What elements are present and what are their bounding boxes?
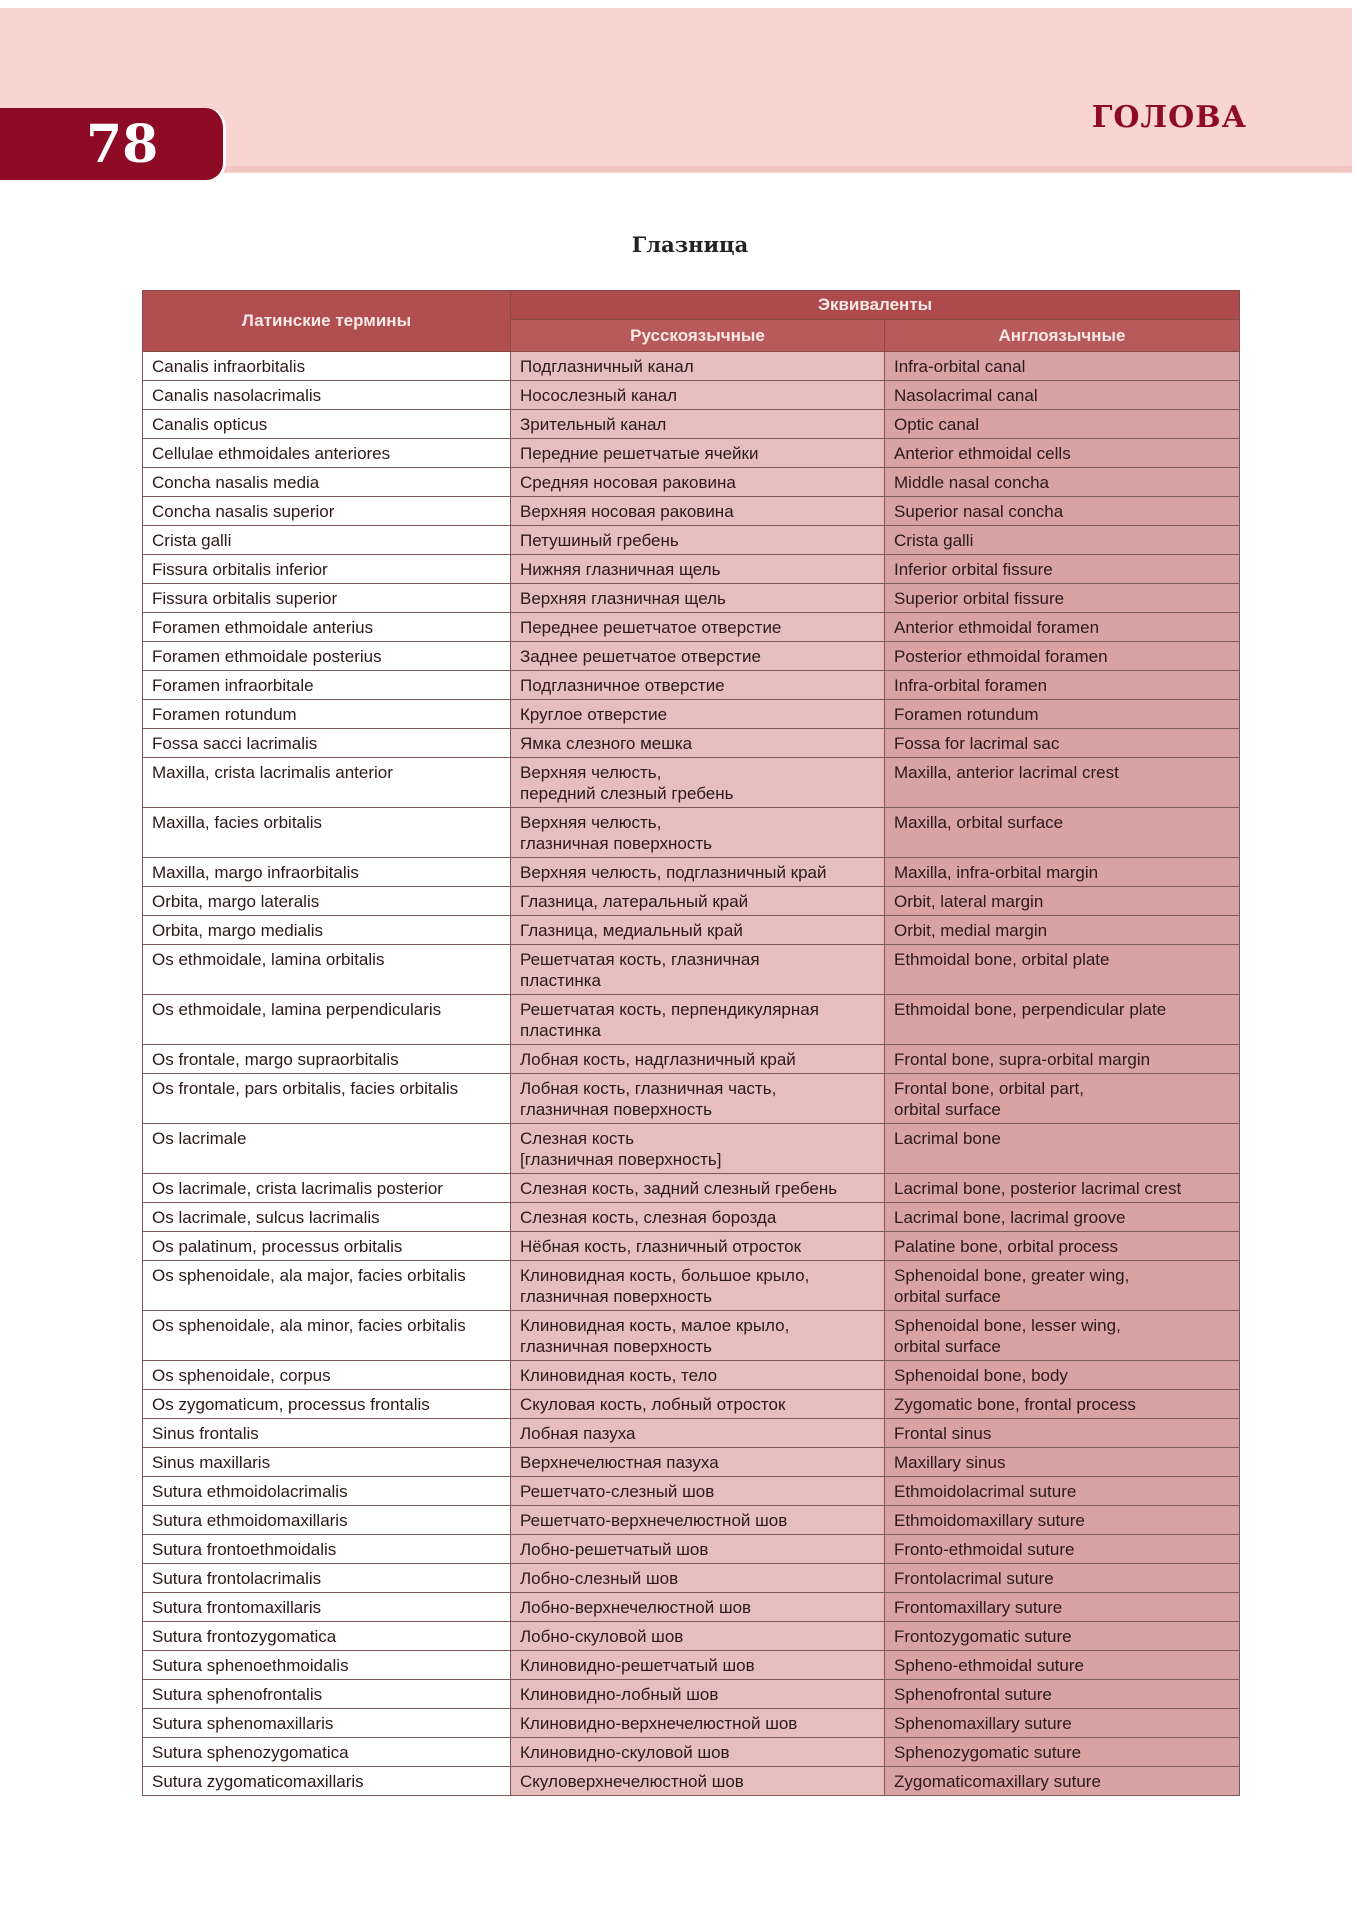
english-term-cell: Ethmoidal bone, perpendicular plate <box>885 995 1240 1045</box>
latin-term-cell: Sinus frontalis <box>143 1419 511 1448</box>
table-row <box>143 526 1240 555</box>
latin-term-cell: Concha nasalis media <box>143 468 511 497</box>
latin-term-cell: Os sphenoidale, ala minor, facies orbitalis <box>143 1311 511 1361</box>
latin-term-cell: Orbita, margo lateralis <box>143 887 511 916</box>
russian-term-cell: Лобная кость, глазничная часть, глазничная поверхность <box>511 1074 885 1124</box>
latin-term-cell: Maxilla, margo infraorbitalis <box>143 858 511 887</box>
russian-term-cell: Лобно-решетчатый шов <box>511 1535 885 1564</box>
latin-term-cell: Fissura orbitalis superior <box>143 584 511 613</box>
latin-term-cell: Os sphenoidale, corpus <box>143 1361 511 1390</box>
table-row <box>143 1203 1240 1232</box>
russian-term-cell: Переднее решетчатое отверстие <box>511 613 885 642</box>
russian-term-cell: Верхнечелюстная пазуха <box>511 1448 885 1477</box>
table-row <box>143 1045 1240 1074</box>
latin-term-cell: Sinus maxillaris <box>143 1448 511 1477</box>
table-row <box>143 1506 1240 1535</box>
table-row <box>143 671 1240 700</box>
table-title: Глазница <box>631 232 749 257</box>
latin-term-cell: Os palatinum, processus orbitalis <box>143 1232 511 1261</box>
table-row <box>143 1564 1240 1593</box>
russian-term-cell: Подглазничное отверстие <box>511 671 885 700</box>
russian-term-cell: Слезная кость, задний слезный гребень <box>511 1174 885 1203</box>
column-header-russian: Русскоязычные <box>511 320 885 352</box>
russian-term-cell: Верхняя челюсть, глазничная поверхность <box>511 808 885 858</box>
table-row <box>143 497 1240 526</box>
latin-term-cell: Os frontale, margo supraorbitalis <box>143 1045 511 1074</box>
table-row <box>143 1535 1240 1564</box>
table-row <box>143 1622 1240 1651</box>
table-row <box>143 808 1240 858</box>
english-term-cell: Maxilla, orbital surface <box>885 808 1240 858</box>
english-term-cell: Maxillary sinus <box>885 1448 1240 1477</box>
russian-term-cell: Слезная кость, слезная борозда <box>511 1203 885 1232</box>
latin-term-cell: Crista galli <box>143 526 511 555</box>
russian-term-cell: Решетчатая кость, перпендикулярная пластинка <box>511 995 885 1045</box>
english-term-cell: Lacrimal bone <box>885 1124 1240 1174</box>
latin-term-cell: Sutura ethmoidolacrimalis <box>143 1477 511 1506</box>
english-term-cell: Palatine bone, orbital process <box>885 1232 1240 1261</box>
latin-term-cell: Sutura sphenozygomatica <box>143 1738 511 1767</box>
latin-term-cell: Maxilla, facies orbitalis <box>143 808 511 858</box>
table-row <box>143 1174 1240 1203</box>
latin-term-cell: Fossa sacci lacrimalis <box>143 729 511 758</box>
english-term-cell: Posterior ethmoidal foramen <box>885 642 1240 671</box>
table-row <box>143 1709 1240 1738</box>
table-row <box>143 555 1240 584</box>
latin-term-cell: Concha nasalis superior <box>143 497 511 526</box>
latin-term-cell: Cellulae ethmoidales anteriores <box>143 439 511 468</box>
table-row <box>143 439 1240 468</box>
russian-term-cell: Слезная кость [глазничная поверхность] <box>511 1124 885 1174</box>
table-row <box>143 613 1240 642</box>
russian-term-cell: Клиновидно-скуловой шов <box>511 1738 885 1767</box>
section-title: ГОЛОВА <box>1091 100 1247 135</box>
latin-term-cell: Maxilla, crista lacrimalis anterior <box>143 758 511 808</box>
terms-table-wrap <box>142 290 1239 1796</box>
table-row <box>143 758 1240 808</box>
latin-term-cell: Orbita, margo medialis <box>143 916 511 945</box>
russian-term-cell: Нижняя глазничная щель <box>511 555 885 584</box>
table-row <box>143 995 1240 1045</box>
table-row <box>143 1232 1240 1261</box>
latin-term-cell: Foramen ethmoidale posterius <box>143 642 511 671</box>
russian-term-cell: Средняя носовая раковина <box>511 468 885 497</box>
english-term-cell: Spheno-ethmoidal suture <box>885 1651 1240 1680</box>
english-term-cell: Lacrimal bone, lacrimal groove <box>885 1203 1240 1232</box>
russian-term-cell: Носослезный канал <box>511 381 885 410</box>
terms-table <box>142 290 1240 1796</box>
russian-term-cell: Решетчато-верхнечелюстной шов <box>511 1506 885 1535</box>
russian-term-cell: Клиновидно-лобный шов <box>511 1680 885 1709</box>
russian-term-cell: Подглазничный канал <box>511 352 885 381</box>
english-term-cell: Infra-orbital canal <box>885 352 1240 381</box>
latin-term-cell: Sutura frontozygomatica <box>143 1622 511 1651</box>
table-row <box>143 584 1240 613</box>
english-term-cell: Sphenoidal bone, greater wing, orbital surface <box>885 1261 1240 1311</box>
table-row <box>143 1738 1240 1767</box>
table-row <box>143 642 1240 671</box>
english-term-cell: Frontolacrimal suture <box>885 1564 1240 1593</box>
latin-term-cell: Os ethmoidale, lamina perpendicularis <box>143 995 511 1045</box>
table-row <box>143 468 1240 497</box>
latin-term-cell: Sutura frontomaxillaris <box>143 1593 511 1622</box>
table-row <box>143 700 1240 729</box>
english-term-cell: Anterior ethmoidal foramen <box>885 613 1240 642</box>
english-term-cell: Orbit, medial margin <box>885 916 1240 945</box>
table-row <box>143 945 1240 995</box>
table-row <box>143 381 1240 410</box>
russian-term-cell: Лобно-слезный шов <box>511 1564 885 1593</box>
english-term-cell: Inferior orbital fissure <box>885 555 1240 584</box>
english-term-cell: Optic canal <box>885 410 1240 439</box>
latin-term-cell: Sutura sphenofrontalis <box>143 1680 511 1709</box>
latin-term-cell: Fissura orbitalis inferior <box>143 555 511 584</box>
russian-term-cell: Верхняя носовая раковина <box>511 497 885 526</box>
russian-term-cell: Верхняя глазничная щель <box>511 584 885 613</box>
latin-term-cell: Os lacrimale, crista lacrimalis posterior <box>143 1174 511 1203</box>
table-row <box>143 858 1240 887</box>
russian-term-cell: Нёбная кость, глазничный отросток <box>511 1232 885 1261</box>
russian-term-cell: Решетчато-слезный шов <box>511 1477 885 1506</box>
table-row <box>143 1361 1240 1390</box>
table-row <box>143 1767 1240 1796</box>
russian-term-cell: Круглое отверстие <box>511 700 885 729</box>
table-row <box>143 1419 1240 1448</box>
english-term-cell: Crista galli <box>885 526 1240 555</box>
table-row <box>143 410 1240 439</box>
russian-term-cell: Лобно-верхнечелюстной шов <box>511 1593 885 1622</box>
english-term-cell: Maxilla, infra-orbital margin <box>885 858 1240 887</box>
english-term-cell: Sphenofrontal suture <box>885 1680 1240 1709</box>
table-row <box>143 916 1240 945</box>
english-term-cell: Frontozygomatic suture <box>885 1622 1240 1651</box>
column-header-english: Англоязычные <box>885 320 1240 352</box>
english-term-cell: Infra-orbital foramen <box>885 671 1240 700</box>
english-term-cell: Middle nasal concha <box>885 468 1240 497</box>
russian-term-cell: Решетчатая кость, глазничная пластинка <box>511 945 885 995</box>
russian-term-cell: Скуловая кость, лобный отросток <box>511 1390 885 1419</box>
table-row <box>143 352 1240 381</box>
russian-term-cell: Скуловерхнечелюстной шов <box>511 1767 885 1796</box>
table-row <box>143 1651 1240 1680</box>
russian-term-cell: Лобно-скуловой шов <box>511 1622 885 1651</box>
latin-term-cell: Foramen ethmoidale anterius <box>143 613 511 642</box>
latin-term-cell: Sutura frontoethmoidalis <box>143 1535 511 1564</box>
english-term-cell: Superior orbital fissure <box>885 584 1240 613</box>
table-row <box>143 1593 1240 1622</box>
page-number: 78 <box>86 114 159 175</box>
english-term-cell: Orbit, lateral margin <box>885 887 1240 916</box>
table-body <box>143 352 1240 1796</box>
english-term-cell: Sphenomaxillary suture <box>885 1709 1240 1738</box>
english-term-cell: Sphenoidal bone, lesser wing, orbital surface <box>885 1311 1240 1361</box>
russian-term-cell: Клиновидно-верхнечелюстной шов <box>511 1709 885 1738</box>
english-term-cell: Frontomaxillary suture <box>885 1593 1240 1622</box>
english-term-cell: Foramen rotundum <box>885 700 1240 729</box>
russian-term-cell: Ямка слезного мешка <box>511 729 885 758</box>
english-term-cell: Superior nasal concha <box>885 497 1240 526</box>
latin-term-cell: Sutura sphenoethmoidalis <box>143 1651 511 1680</box>
english-term-cell: Ethmoidal bone, orbital plate <box>885 945 1240 995</box>
table-row <box>143 1124 1240 1174</box>
latin-term-cell: Sutura zygomaticomaxillaris <box>143 1767 511 1796</box>
table-header <box>143 291 1240 352</box>
english-term-cell: Anterior ethmoidal cells <box>885 439 1240 468</box>
table-row <box>143 1311 1240 1361</box>
latin-term-cell: Os frontale, pars orbitalis, facies orbitalis <box>143 1074 511 1124</box>
russian-term-cell: Лобная пазуха <box>511 1419 885 1448</box>
column-header-equivalents: Эквиваленты <box>511 291 1240 320</box>
latin-term-cell: Foramen rotundum <box>143 700 511 729</box>
russian-term-cell: Петушиный гребень <box>511 526 885 555</box>
table-row <box>143 1390 1240 1419</box>
russian-term-cell: Глазница, латеральный край <box>511 887 885 916</box>
latin-term-cell: Os sphenoidale, ala major, facies orbitalis <box>143 1261 511 1311</box>
table-row <box>143 887 1240 916</box>
russian-term-cell: Клиновидная кость, тело <box>511 1361 885 1390</box>
latin-term-cell: Sutura ethmoidomaxillaris <box>143 1506 511 1535</box>
russian-term-cell: Клиновидная кость, большое крыло, глазничная поверхность <box>511 1261 885 1311</box>
russian-term-cell: Заднее решетчатое отверстие <box>511 642 885 671</box>
russian-term-cell: Клиновидно-решетчатый шов <box>511 1651 885 1680</box>
english-term-cell: Sphenoidal bone, body <box>885 1361 1240 1390</box>
table-row <box>143 1477 1240 1506</box>
russian-term-cell: Передние решетчатые ячейки <box>511 439 885 468</box>
russian-term-cell: Верхняя челюсть, подглазничный край <box>511 858 885 887</box>
english-term-cell: Ethmoidolacrimal suture <box>885 1477 1240 1506</box>
table-row <box>143 1680 1240 1709</box>
english-term-cell: Fronto-ethmoidal suture <box>885 1535 1240 1564</box>
table-row <box>143 729 1240 758</box>
latin-term-cell: Os ethmoidale, lamina orbitalis <box>143 945 511 995</box>
latin-term-cell: Foramen infraorbitale <box>143 671 511 700</box>
latin-term-cell: Os zygomaticum, processus frontalis <box>143 1390 511 1419</box>
english-term-cell: Sphenozygomatic suture <box>885 1738 1240 1767</box>
latin-term-cell: Sutura frontolacrimalis <box>143 1564 511 1593</box>
english-term-cell: Lacrimal bone, posterior lacrimal crest <box>885 1174 1240 1203</box>
latin-term-cell: Os lacrimale <box>143 1124 511 1174</box>
russian-term-cell: Лобная кость, надглазничный край <box>511 1045 885 1074</box>
english-term-cell: Ethmoidomaxillary suture <box>885 1506 1240 1535</box>
english-term-cell: Frontal bone, supra-orbital margin <box>885 1045 1240 1074</box>
russian-term-cell: Зрительный канал <box>511 410 885 439</box>
latin-term-cell: Sutura sphenomaxillaris <box>143 1709 511 1738</box>
table-row <box>143 1074 1240 1124</box>
english-term-cell: Fossa for lacrimal sac <box>885 729 1240 758</box>
column-header-latin: Латинские термины <box>143 291 511 352</box>
latin-term-cell: Canalis infraorbitalis <box>143 352 511 381</box>
english-term-cell: Frontal sinus <box>885 1419 1240 1448</box>
english-term-cell: Nasolacrimal canal <box>885 381 1240 410</box>
latin-term-cell: Canalis opticus <box>143 410 511 439</box>
russian-term-cell: Верхняя челюсть, передний слезный гребень <box>511 758 885 808</box>
russian-term-cell: Глазница, медиальный край <box>511 916 885 945</box>
english-term-cell: Zygomatic bone, frontal process <box>885 1390 1240 1419</box>
table-row <box>143 1448 1240 1477</box>
latin-term-cell: Canalis nasolacrimalis <box>143 381 511 410</box>
table-row <box>143 1261 1240 1311</box>
english-term-cell: Zygomaticomaxillary suture <box>885 1767 1240 1796</box>
english-term-cell: Frontal bone, orbital part, orbital surface <box>885 1074 1240 1124</box>
english-term-cell: Maxilla, anterior lacrimal crest <box>885 758 1240 808</box>
latin-term-cell: Os lacrimale, sulcus lacrimalis <box>143 1203 511 1232</box>
russian-term-cell: Клиновидная кость, малое крыло, глазничная поверхность <box>511 1311 885 1361</box>
